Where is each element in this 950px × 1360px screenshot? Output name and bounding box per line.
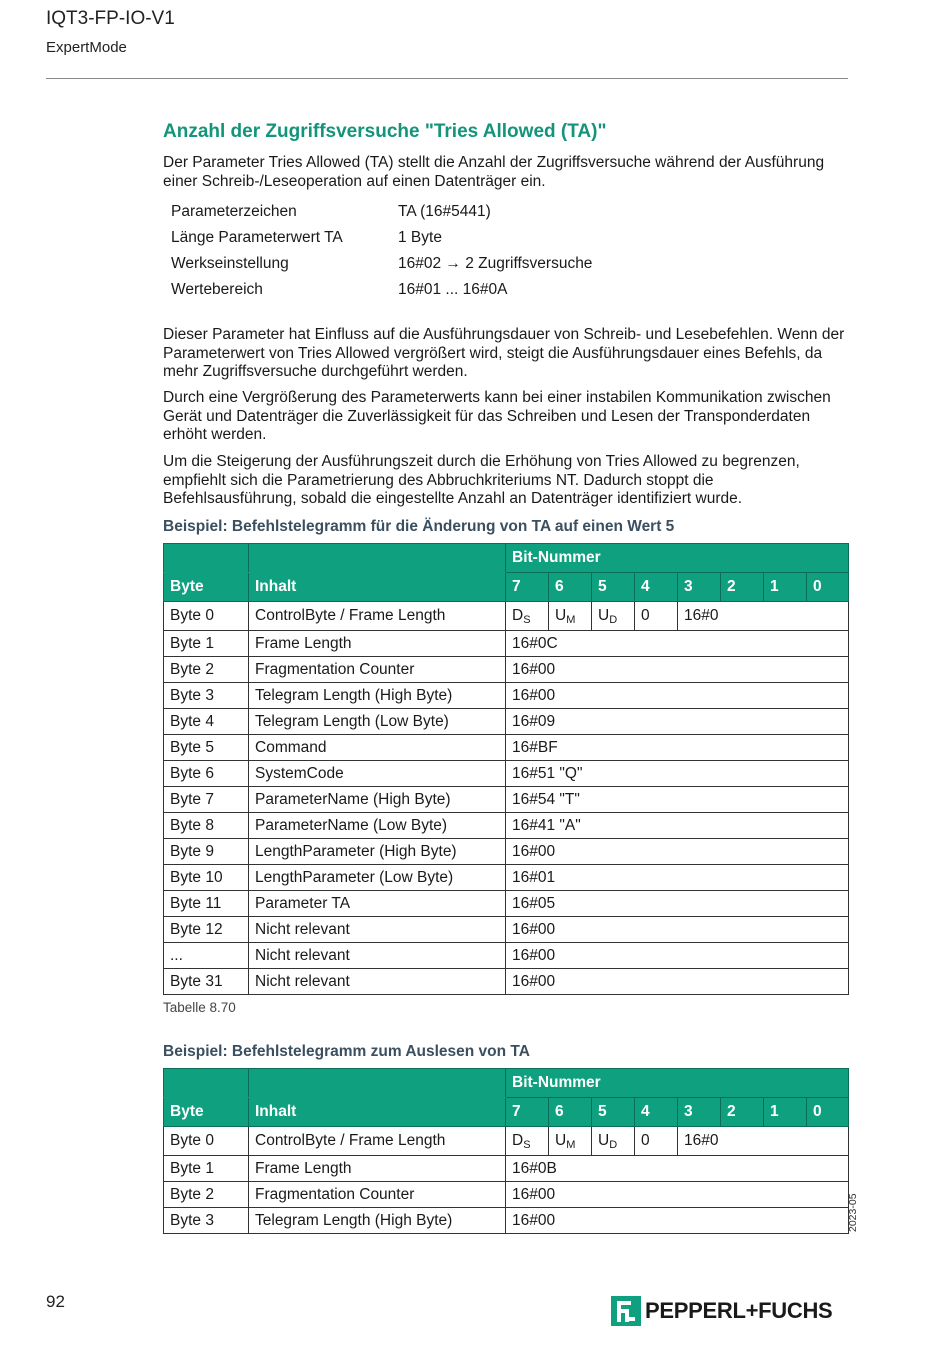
table-row <box>164 631 849 657</box>
paragraph: Um die Steigerung der Ausführungszeit durch die Erhöhung von Tries Allowed zu begrenzen, empfiehlt sich die Parametrierung des Abbruchkriteriums NT. Dadurch stoppt die Befehlsausführung, sobald die eingestellte Anzahl an Datenträger identifiziert wurde. <box>163 453 800 507</box>
param-key: Parameterzeichen <box>171 203 297 220</box>
header-bit-number: Bit-Nummer <box>506 544 849 573</box>
cell-value: 16#09 <box>506 709 849 735</box>
cell-content: Frame Length <box>249 631 506 657</box>
header-bit: 7 <box>506 573 549 602</box>
header-bit: 3 <box>678 573 721 602</box>
header-bit: 7 <box>506 1098 549 1127</box>
cell-content: Command <box>249 735 506 761</box>
body-text <box>163 389 848 445</box>
paragraph: Durch eine Vergrößerung des Parameterwerts kann bei einer instabilen Kommunikation zwischen Gerät und Datenträger die Zuverlässigkeit für das Schreiben und Lesen der Transponderdaten erhöht werden. <box>163 389 831 443</box>
table-caption: Tabelle 8.70 <box>163 1000 236 1015</box>
table-header-row <box>164 1098 849 1127</box>
header-byte: Byte <box>164 573 249 602</box>
header-bit-number: Bit-Nummer <box>506 1069 849 1098</box>
cell-value: 16#00 <box>506 1208 849 1234</box>
cell-byte: Byte 10 <box>164 865 249 891</box>
cell-value: 16#BF <box>506 735 849 761</box>
brand-logo <box>611 1294 832 1328</box>
header-subtitle: ExpertMode <box>46 39 127 56</box>
header-bit: 1 <box>764 1098 807 1127</box>
cell-value: 16#0B <box>506 1156 849 1182</box>
page-number: 92 <box>46 1292 65 1311</box>
cell-content: Nicht relevant <box>249 943 506 969</box>
table-row <box>164 865 849 891</box>
header-empty <box>164 544 249 573</box>
header-bit: 0 <box>807 573 849 602</box>
intro-paragraph: Der Parameter Tries Allowed (TA) stellt die Anzahl der Zugriffsversuche während der Ausführung einer Schreib-/Leseoperation auf einen Datenträger ein. <box>163 154 825 190</box>
cell-value: 16#00 <box>506 1182 849 1208</box>
cell-content: Parameter TA <box>249 891 506 917</box>
header-bit: 3 <box>678 1098 721 1127</box>
table-row <box>164 787 849 813</box>
cell-byte: Byte 4 <box>164 709 249 735</box>
cell-byte: Byte 9 <box>164 839 249 865</box>
cell-byte: Byte 1 <box>164 1156 249 1182</box>
telegram-table-1 <box>163 543 849 995</box>
header-rule <box>46 78 848 79</box>
cell-bits-rest: 16#0 <box>678 602 849 631</box>
param-key: Länge Parameterwert TA <box>171 229 343 246</box>
cell-byte: Byte 3 <box>164 683 249 709</box>
body-text <box>163 326 848 382</box>
cell-byte: Byte 11 <box>164 891 249 917</box>
intro-block <box>163 154 848 191</box>
body-text <box>163 453 848 509</box>
table-row <box>164 1156 849 1182</box>
cell-bit-ds: $D_S$ <box>506 602 549 631</box>
header-empty <box>249 544 506 573</box>
table-row <box>164 813 849 839</box>
brand-name: PEPPERL+FUCHS <box>645 1298 833 1323</box>
cell-content: LengthParameter (High Byte) <box>249 839 506 865</box>
cell-content: Fragmentation Counter <box>249 657 506 683</box>
paragraph: Dieser Parameter hat Einfluss auf die Ausführungsdauer von Schreib- und Lesebefehlen. Wenn der Parameterwert von Tries Allowed vergrößert wird, steigt die Ausführungsdauer eines Befehls, da mehr Zugriffsversuche durchgeführt werden. <box>163 326 845 380</box>
param-key: Wertebereich <box>171 281 263 298</box>
header-bit: 6 <box>549 1098 592 1127</box>
param-value: 16#02 → 2 Zugriffsversuche <box>398 255 593 272</box>
cell-value: 16#05 <box>506 891 849 917</box>
cell-content: ParameterName (Low Byte) <box>249 813 506 839</box>
cell-value: 16#00 <box>506 943 849 969</box>
header-bit: 5 <box>592 573 635 602</box>
header-bit: 2 <box>721 1098 764 1127</box>
cell-byte: Byte 2 <box>164 1182 249 1208</box>
table-row <box>164 602 849 631</box>
header-content: Inhalt <box>249 1098 506 1127</box>
cell-content: Telegram Length (High Byte) <box>249 683 506 709</box>
cell-bits-rest: 16#0 <box>678 1127 849 1156</box>
table-header-row <box>164 1069 849 1098</box>
header-title: IQT3-FP-IO-V1 <box>46 8 175 29</box>
cell-content: ControlByte / Frame Length <box>249 1127 506 1156</box>
table-row <box>164 683 849 709</box>
cell-bit-ud: $U_D$ <box>592 1127 635 1156</box>
table-row <box>164 657 849 683</box>
cell-value: 16#54 "T" <box>506 787 849 813</box>
param-table <box>163 199 592 303</box>
cell-content: SystemCode <box>249 761 506 787</box>
param-row <box>163 277 592 303</box>
cell-content: LengthParameter (Low Byte) <box>249 865 506 891</box>
cell-byte: Byte 31 <box>164 969 249 995</box>
section-heading: Anzahl der Zugriffsversuche "Tries Allowed (TA)" <box>163 121 607 142</box>
cell-bit-um: $U_M$ <box>549 602 592 631</box>
header-content: Inhalt <box>249 573 506 602</box>
cell-byte: Byte 6 <box>164 761 249 787</box>
cell-content: Telegram Length (Low Byte) <box>249 709 506 735</box>
cell-byte: Byte 0 <box>164 602 249 631</box>
table-header-row <box>164 573 849 602</box>
header-empty <box>249 1069 506 1098</box>
header-bit: 4 <box>635 1098 678 1127</box>
header-bit: 5 <box>592 1098 635 1127</box>
param-row <box>163 225 592 251</box>
cell-bit-zero: 0 <box>635 1127 678 1156</box>
header-empty <box>164 1069 249 1098</box>
cell-content: Fragmentation Counter <box>249 1182 506 1208</box>
telegram-table-2 <box>163 1068 849 1234</box>
table-row <box>164 761 849 787</box>
cell-value: 16#00 <box>506 917 849 943</box>
cell-value: 16#41 "A" <box>506 813 849 839</box>
header-bit: 2 <box>721 573 764 602</box>
cell-content: Telegram Length (High Byte) <box>249 1208 506 1234</box>
table-row <box>164 735 849 761</box>
cell-byte: Byte 3 <box>164 1208 249 1234</box>
cell-value: 16#00 <box>506 969 849 995</box>
table-row <box>164 969 849 995</box>
table-row <box>164 1182 849 1208</box>
table-row <box>164 839 849 865</box>
cell-bit-ud: $U_D$ <box>592 602 635 631</box>
cell-content: Nicht relevant <box>249 917 506 943</box>
param-block <box>163 199 848 303</box>
cell-bit-zero: 0 <box>635 602 678 631</box>
cell-byte: Byte 8 <box>164 813 249 839</box>
brand-logo-icon <box>611 1296 641 1326</box>
table-row <box>164 1208 849 1234</box>
cell-bit-ds: $D_S$ <box>506 1127 549 1156</box>
header-bit: 1 <box>764 573 807 602</box>
cell-byte: Byte 2 <box>164 657 249 683</box>
cell-byte: Byte 7 <box>164 787 249 813</box>
cell-byte: Byte 12 <box>164 917 249 943</box>
cell-byte: Byte 5 <box>164 735 249 761</box>
table-row <box>164 1127 849 1156</box>
param-row <box>163 199 592 225</box>
header-bit: 6 <box>549 573 592 602</box>
cell-bit-um: $U_M$ <box>549 1127 592 1156</box>
table-row <box>164 709 849 735</box>
cell-content: Nicht relevant <box>249 969 506 995</box>
cell-byte: ... <box>164 943 249 969</box>
cell-value: 16#00 <box>506 657 849 683</box>
table-row <box>164 891 849 917</box>
cell-value: 16#51 "Q" <box>506 761 849 787</box>
param-value: TA (16#5441) <box>398 203 491 220</box>
table-row <box>164 943 849 969</box>
cell-byte: Byte 0 <box>164 1127 249 1156</box>
header-bit: 4 <box>635 573 678 602</box>
table-header-row <box>164 544 849 573</box>
side-date: 2023-05 <box>847 1193 859 1232</box>
table-row <box>164 917 849 943</box>
param-value: 16#01 ... 16#0A <box>398 281 508 298</box>
example2-label: Beispiel: Befehlstelegramm zum Auslesen von TA <box>163 1043 530 1060</box>
example1-label: Beispiel: Befehlstelegramm für die Änderung von TA auf einen Wert 5 <box>163 518 675 535</box>
param-row <box>163 251 592 277</box>
param-key: Werkseinstellung <box>171 255 289 272</box>
cell-value: 16#00 <box>506 839 849 865</box>
cell-byte: Byte 1 <box>164 631 249 657</box>
header-bit: 0 <box>807 1098 849 1127</box>
header-byte: Byte <box>164 1098 249 1127</box>
param-value: 1 Byte <box>398 229 442 246</box>
cell-content: ControlByte / Frame Length <box>249 602 506 631</box>
cell-value: 16#00 <box>506 683 849 709</box>
cell-value: 16#0C <box>506 631 849 657</box>
cell-content: ParameterName (High Byte) <box>249 787 506 813</box>
cell-content: Frame Length <box>249 1156 506 1182</box>
cell-value: 16#01 <box>506 865 849 891</box>
